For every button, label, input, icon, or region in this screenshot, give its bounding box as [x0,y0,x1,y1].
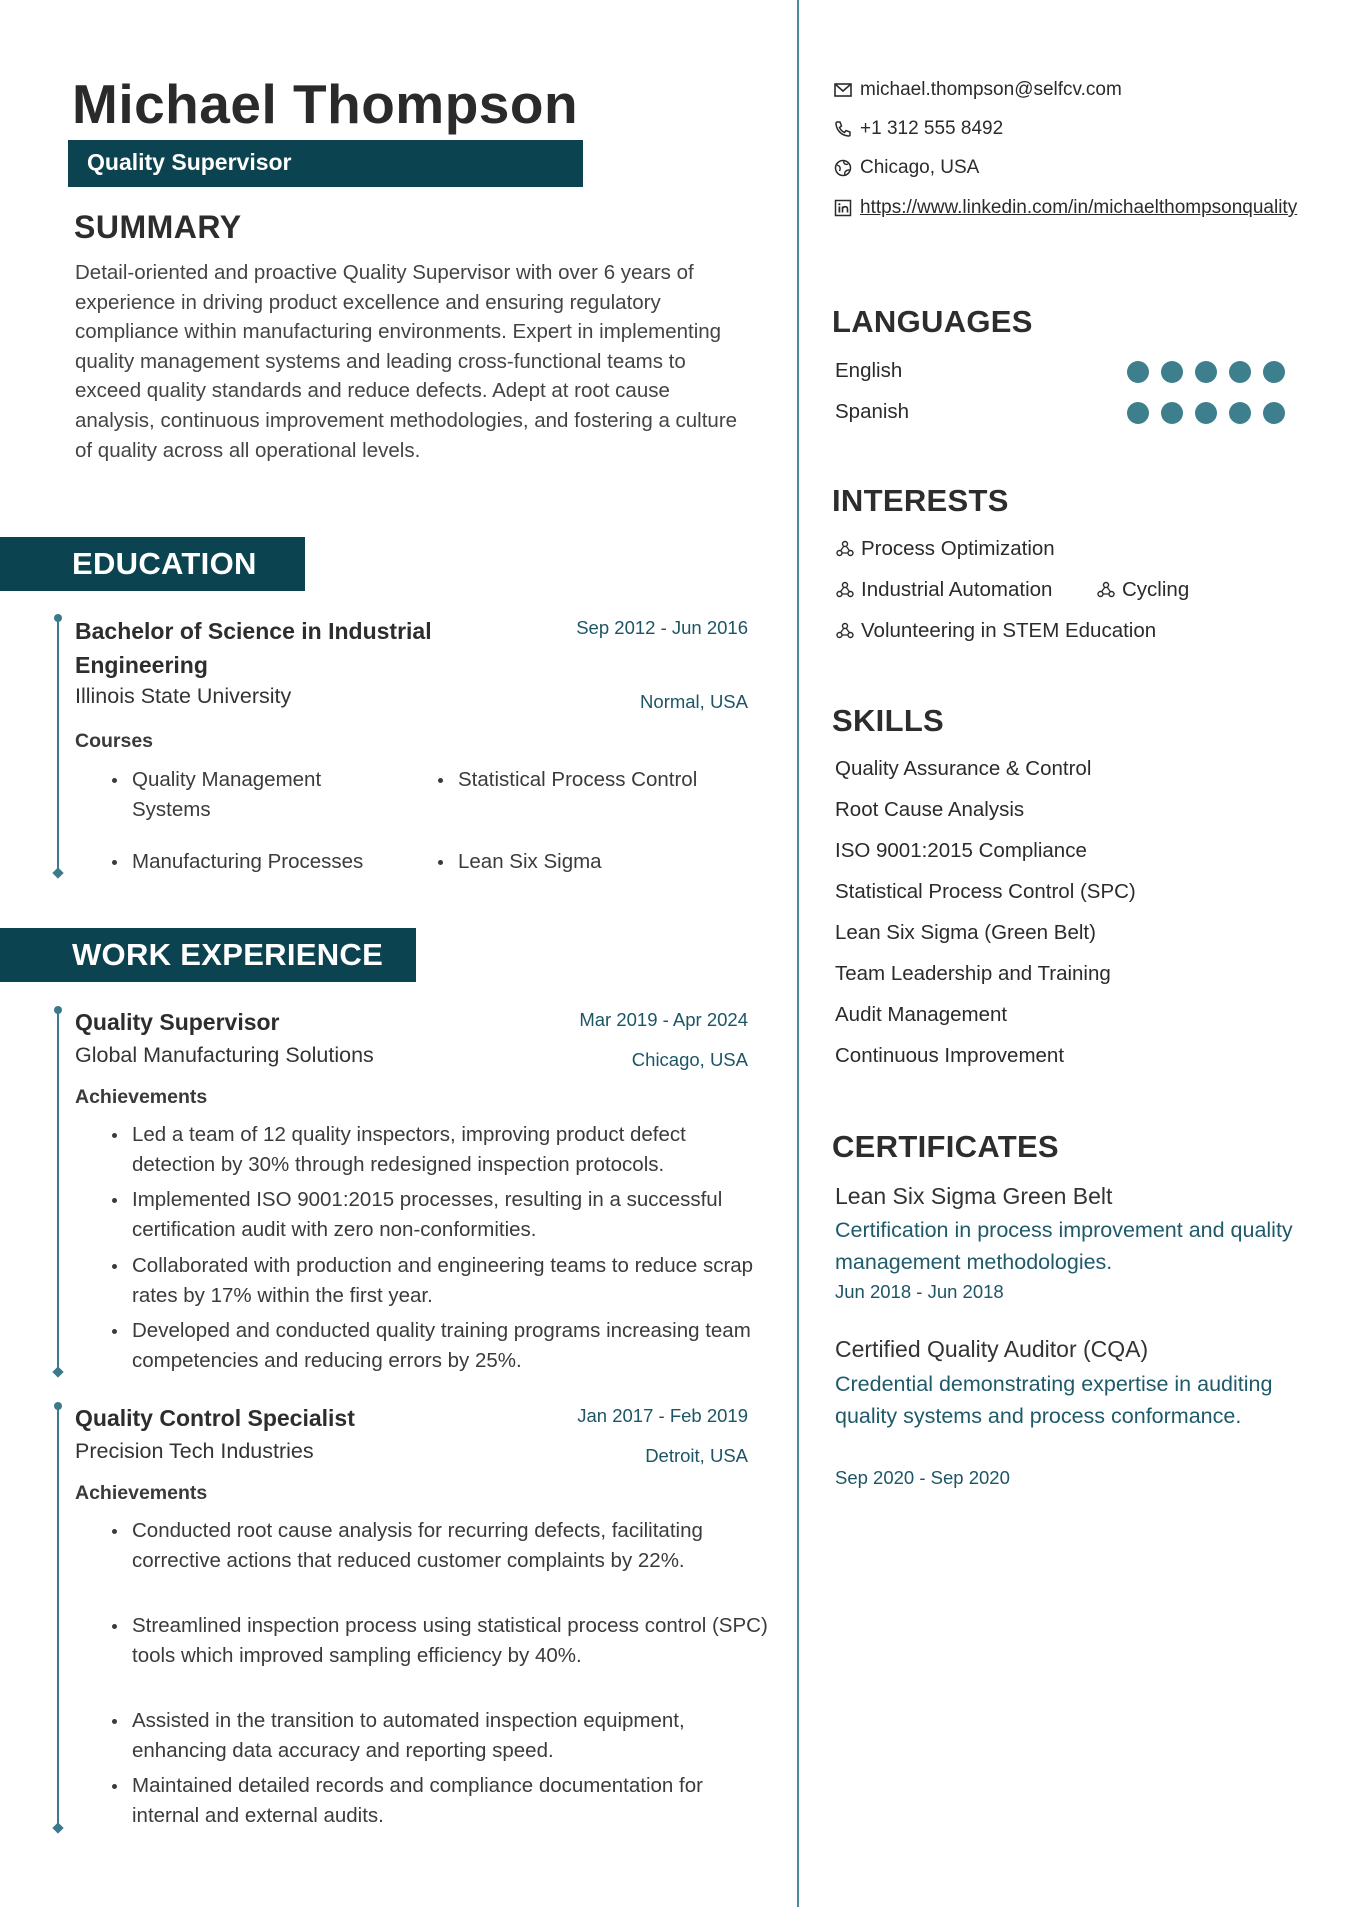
education-heading: EDUCATION [72,546,257,581]
education-dates: Sep 2012 - Jun 2016 [576,617,748,638]
interest-icon [1096,580,1116,600]
achievements-heading: Achievements [75,1482,208,1504]
achievements-heading: Achievements [75,1086,208,1108]
job-title: Quality Supervisor [87,149,292,175]
course-item: Quality Management Systems [132,765,392,825]
job-title: Quality Supervisor [75,1009,280,1035]
interest-item [835,578,1052,602]
timeline-start-dot [54,1402,62,1410]
timeline-start-dot [54,1006,62,1014]
degree-title: Bachelor of Science in Industrial Engineering [75,618,432,678]
contact-linkedin[interactable]: https://www.linkedin.com/in/michaelthompsonquality [860,197,1298,218]
contact-location: Chicago, USA [860,157,980,178]
interest-icon [835,580,855,600]
job-title-bar [68,140,583,187]
job1-timeline [57,1010,59,1372]
column-divider [797,0,799,1907]
languages-heading: LANGUAGES [832,304,1033,339]
timeline-end-marker [52,1366,63,1377]
job-dates: Mar 2019 - Apr 2024 [579,1009,748,1030]
interest-label: Process Optimization [861,537,1055,560]
courses-heading: Courses [75,730,154,752]
work-heading: WORK EXPERIENCE [72,937,384,972]
globe-icon [833,158,853,178]
mail-icon [833,80,853,100]
linkedin-icon [833,198,853,218]
certificate-dates: Jun 2018 - Jun 2018 [835,1281,1004,1302]
job-dates: Jan 2017 - Feb 2019 [577,1405,748,1426]
level-dot [1263,402,1285,424]
job-title: Quality Control Specialist [75,1405,355,1431]
language-name: Spanish [835,400,910,423]
company-name: Precision Tech Industries [75,1439,314,1463]
job-location: Chicago, USA [631,1049,748,1070]
contact-phone[interactable]: +1 312 555 8492 [860,118,1004,139]
certificate-name: Certified Quality Auditor (CQA) [835,1336,1149,1362]
job2-timeline [57,1406,59,1828]
achievement-item: Collaborated with production and engineering teams to reduce scrap rates by 17% within the first year. [132,1251,772,1311]
certificate-dates: Sep 2020 - Sep 2020 [835,1467,1010,1488]
course-item: Manufacturing Processes [132,847,432,877]
skill-item: Quality Assurance & Control [835,757,1092,780]
interest-item [1096,578,1189,602]
achievement-item: Implemented ISO 9001:2015 processes, resulting in a successful certification audit with zero non-conformities. [132,1185,772,1245]
education-band [0,537,305,591]
achievement-item: Assisted in the transition to automated inspection equipment, enhancing data accuracy and reporting speed. [132,1706,772,1766]
certificates-heading: CERTIFICATES [832,1129,1059,1164]
work-band [0,928,416,982]
level-dot [1229,361,1251,383]
level-dot [1229,402,1251,424]
achievement-item: Led a team of 12 quality inspectors, improving product defect detection by 30% through redesigned inspection protocols. [132,1120,772,1180]
phone-icon [833,119,853,139]
level-dot [1195,402,1217,424]
interest-label: Industrial Automation [861,578,1053,601]
candidate-name: Michael Thompson [72,73,579,135]
language-name: English [835,359,903,382]
skill-item: Audit Management [835,1003,1008,1026]
interests-heading: INTERESTS [832,483,1009,518]
skill-item: Root Cause Analysis [835,798,1025,821]
summary-heading: SUMMARY [74,209,242,245]
certificate-name: Lean Six Sigma Green Belt [835,1183,1113,1209]
skill-item: Continuous Improvement [835,1044,1065,1067]
course-item: Statistical Process Control [458,765,758,795]
company-name: Global Manufacturing Solutions [75,1043,374,1067]
achievement-item: Streamlined inspection process using statistical process control (SPC) tools which improved sampling efficiency by 40%. [132,1611,772,1671]
level-dot [1161,402,1183,424]
level-dot [1127,361,1149,383]
skill-item: Team Leadership and Training [835,962,1111,985]
interest-item [835,537,1055,561]
certificate-description: Certification in process improvement and quality management methodologies. [835,1218,1293,1274]
summary-text: Detail-oriented and proactive Quality Supervisor with over 6 years of experience in driving product excellence and ensuring regulatory compliance within manufacturing environments. Expert in implementing quality management systems and leading cross-functional teams to exceed quality standards and reduce defects. Adept at root cause analysis, continuous improvement methodologies, and fostering a culture of quality across all operational levels. [75,261,738,462]
level-dot [1195,361,1217,383]
interest-label: Cycling [1122,578,1190,601]
achievement-item: Conducted root cause analysis for recurring defects, facilitating corrective actions that reduced customer complaints by 22%. [132,1516,772,1576]
course-item: Lean Six Sigma [458,847,758,877]
achievement-item: Maintained detailed records and compliance documentation for internal and external audits. [132,1771,772,1831]
language-level-dots [1127,361,1285,383]
timeline-end-marker [52,867,63,878]
interest-label: Volunteering in STEM Education [861,619,1157,642]
interest-item [835,619,1156,643]
level-dot [1263,361,1285,383]
skills-heading: SKILLS [832,703,945,738]
education-timeline [57,618,59,873]
school-name: Illinois State University [75,684,292,708]
level-dot [1127,402,1149,424]
achievement-item: Developed and conducted quality training programs increasing team competencies and reducing errors by 25%. [132,1316,772,1376]
skill-item: Lean Six Sigma (Green Belt) [835,921,1096,944]
interest-icon [835,539,855,559]
certificate-description: Credential demonstrating expertise in auditing quality systems and process conformance. [835,1372,1273,1428]
contact-email[interactable]: michael.thompson@selfcv.com [860,79,1122,100]
job-location: Detroit, USA [645,1445,748,1466]
language-level-dots [1127,402,1285,424]
timeline-start-dot [54,614,62,622]
interest-icon [835,621,855,641]
skill-item: ISO 9001:2015 Compliance [835,839,1087,862]
level-dot [1161,361,1183,383]
education-location: Normal, USA [640,691,748,712]
skill-item: Statistical Process Control (SPC) [835,880,1136,903]
timeline-end-marker [52,1822,63,1833]
